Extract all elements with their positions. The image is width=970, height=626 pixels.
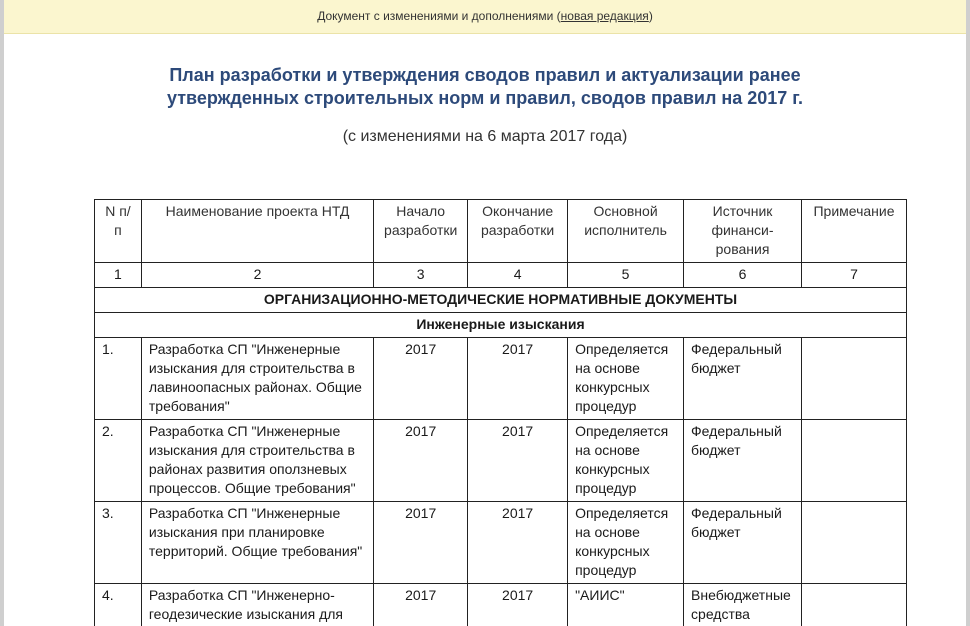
header-cell-source: Источник финанси-рования	[684, 200, 802, 263]
document-title	[4, 64, 966, 110]
plan-table	[94, 199, 907, 626]
column-number: 2	[141, 263, 373, 288]
notice-text: Документ с изменениями и дополнениями (	[317, 9, 561, 23]
header-cell-number: N п/п	[95, 200, 142, 263]
row-start-year: 2017	[374, 502, 468, 584]
section-row	[95, 288, 907, 313]
row-project-name: Разработка СП "Инженерные изыскания для строительства в районах развития оползневых процессов. Общие требования"	[141, 420, 373, 502]
row-number: 2.	[95, 420, 142, 502]
row-funding-source: Федеральный бюджет	[684, 502, 802, 584]
table-row	[95, 420, 907, 502]
row-number: 3.	[95, 502, 142, 584]
row-number: 4.	[95, 584, 142, 626]
document-title-line-1: План разработки и утверждения сводов правил и актуализации ранее	[169, 65, 801, 85]
column-number: 3	[374, 263, 468, 288]
notice-text-end: )	[648, 9, 653, 23]
column-number: 1	[95, 263, 142, 288]
column-number: 6	[684, 263, 802, 288]
column-number: 4	[468, 263, 568, 288]
header-cell-note: Примечание	[802, 200, 907, 263]
row-end-year: 2017	[468, 584, 568, 626]
row-project-name: Разработка СП "Инженерно-геодезические изыскания для	[141, 584, 373, 626]
column-number-row	[95, 263, 907, 288]
row-executor: Определяется на основе конкурсных процедур	[568, 420, 684, 502]
subsection-heading: Инженерные изыскания	[95, 313, 907, 338]
document-title-line-2: утвержденных строительных норм и правил, сводов правил на 2017 г.	[166, 88, 804, 108]
row-end-year: 2017	[468, 338, 568, 420]
header-cell-name: Наименование проекта НТД	[141, 200, 373, 263]
row-funding-source: Внебюджетные средства	[684, 584, 802, 626]
subsection-row	[95, 313, 907, 338]
column-number: 7	[802, 263, 907, 288]
row-executor: Определяется на основе конкурсных процедур	[568, 502, 684, 584]
row-funding-source: Федеральный бюджет	[684, 338, 802, 420]
row-note	[802, 584, 907, 626]
row-funding-source: Федеральный бюджет	[684, 420, 802, 502]
row-executor: "АИИС"	[568, 584, 684, 626]
header-cell-start: Начало разработки	[374, 200, 468, 263]
row-start-year: 2017	[374, 420, 468, 502]
row-project-name: Разработка СП "Инженерные изыскания для строительства в лавиноопасных районах. Общие требования"	[141, 338, 373, 420]
new-edition-link[interactable]: новая редакция	[560, 9, 649, 23]
table-header-row	[95, 200, 907, 263]
document-subtitle: (с изменениями на 6 марта 2017 года)	[342, 128, 628, 145]
row-note	[802, 420, 907, 502]
table-row	[95, 584, 907, 626]
document-notice-bar	[4, 0, 966, 34]
row-start-year: 2017	[374, 584, 468, 626]
row-end-year: 2017	[468, 420, 568, 502]
table-row	[95, 338, 907, 420]
section-heading: ОРГАНИЗАЦИОННО-МЕТОДИЧЕСКИЕ НОРМАТИВНЫЕ ДОКУМЕНТЫ	[95, 288, 907, 313]
header-cell-end: Окончание разработки	[468, 200, 568, 263]
column-number: 5	[568, 263, 684, 288]
table-row	[95, 502, 907, 584]
row-end-year: 2017	[468, 502, 568, 584]
row-start-year: 2017	[374, 338, 468, 420]
header-cell-executor: Основной исполнитель	[568, 200, 684, 263]
row-note	[802, 502, 907, 584]
row-executor: Определяется на основе конкурсных процедур	[568, 338, 684, 420]
row-note	[802, 338, 907, 420]
row-project-name: Разработка СП "Инженерные изыскания при планировке территорий. Общие требования"	[141, 502, 373, 584]
row-number: 1.	[95, 338, 142, 420]
